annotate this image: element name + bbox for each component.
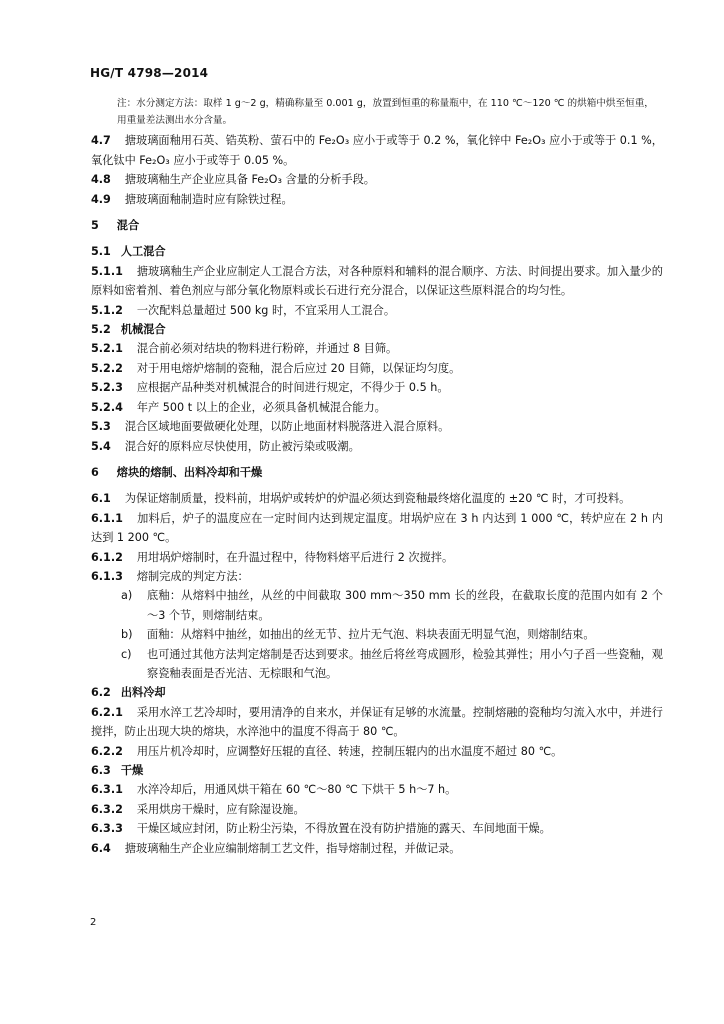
clause-text: 搪玻璃面釉制造时应有除铁过程。 xyxy=(124,192,293,206)
clause-number: 4.9 xyxy=(91,192,111,206)
clause-text: 搪玻璃釉生产企业应制定人工混合方法，对各种原料和辅料的混合顺序、方法、时间提出要求。加入量少的原料如密着剂、着色剂应与部分氧化物原料或长石进行充分混合，以保证这些原料混合的均匀性。 xyxy=(91,264,663,298)
clause-text: 搪玻璃釉生产企业应编制熔制工艺文件，指导熔制过程，并做记录。 xyxy=(124,841,461,855)
section-number: 5 xyxy=(91,219,99,233)
clause-group-6-3 xyxy=(91,780,663,858)
list-item-label: b) xyxy=(121,628,133,642)
clause-text: 加料后，炉子的温度应在一定时间内达到规定温度。坩埚炉应在 3 h 内达到 1 000 ℃，转炉应在 2 h 内达到 1 200 ℃。 xyxy=(91,511,663,545)
clause-text: 年产 500 t 以上的企业，必须具备机械混合能力。 xyxy=(136,400,386,414)
subsection-number: 6.2 xyxy=(91,686,111,700)
clause-number: 6.1 xyxy=(91,492,111,506)
subsection-title: 出料冷却 xyxy=(120,686,166,700)
subsection-number: 6.3 xyxy=(91,764,111,777)
clause-number: 5.2.4 xyxy=(91,400,123,414)
clause-group-6-2 xyxy=(91,703,663,761)
section-title: 混合 xyxy=(116,219,140,233)
list-item-label: c) xyxy=(121,647,132,661)
clause-paragraph xyxy=(91,190,663,209)
clause-text: 水淬冷却后，用通风烘干箱在 60 ℃～80 ℃ 下烘干 5 h～7 h。 xyxy=(136,783,457,797)
list-item xyxy=(91,645,663,684)
subsection-heading-6-3 xyxy=(91,761,663,780)
clause-paragraph xyxy=(91,489,663,508)
clause-number: 5.4 xyxy=(91,439,111,453)
clause-paragraph xyxy=(91,703,663,742)
clause-paragraph xyxy=(91,378,663,397)
clause-number: 4.7 xyxy=(91,134,111,148)
section-heading-5 xyxy=(91,216,663,235)
subsection-title: 机械混合 xyxy=(120,323,166,337)
clause-paragraph xyxy=(91,131,663,170)
clause-paragraph xyxy=(91,437,663,456)
clause-paragraph xyxy=(91,780,663,799)
clause-number: 6.2.1 xyxy=(91,705,123,719)
clause-text: 对于用电熔炉熔制的瓷釉，混合后应过 20 目筛，以保证均匀度。 xyxy=(136,361,461,375)
clause-text: 干燥区域应封闭，防止粉尘污染，不得放置在没有防护措施的露天、车间地面干燥。 xyxy=(136,822,551,836)
clause-text: 混合区域地面要做硬化处理，以防止地面材料脱落进入混合原料。 xyxy=(124,420,450,434)
list-item-label: a) xyxy=(121,589,133,603)
clause-paragraph xyxy=(91,398,663,417)
clause-number: 6.1.2 xyxy=(91,550,123,564)
clause-text: 混合前必须对结块的物料进行粉碎，并通过 8 目筛。 xyxy=(136,342,398,356)
clause-paragraph xyxy=(91,359,663,378)
clause-number: 5.2.3 xyxy=(91,381,123,395)
clause-text: 搪玻璃釉生产企业应具备 Fe₂O₃ 含量的分析手段。 xyxy=(124,173,375,187)
section-heading-6 xyxy=(91,463,663,482)
clause-text: 采用烘房干燥时，应有除湿设施。 xyxy=(136,802,305,816)
clause-text: 用坩埚炉熔制时，在升温过程中，待物料熔平后进行 2 次搅拌。 xyxy=(136,550,454,564)
standard-code-header: HG/T 4798—2014 xyxy=(90,66,209,80)
clause-paragraph xyxy=(91,262,663,301)
note-moisture-method: 注：水分测定方法：取样 1 g～2 g，精确称量至 0.001 g，放置到恒重的称量瓶中，在 110 ℃～120 ℃ 的烘箱中烘至恒重，用重量差法测出水分含量。 xyxy=(117,98,654,127)
clause-number: 5.1.1 xyxy=(91,264,123,278)
clause-number: 4.8 xyxy=(91,173,111,187)
clause-paragraph xyxy=(91,742,663,761)
clause-number: 6.3.3 xyxy=(91,822,123,836)
clause-paragraph xyxy=(91,548,663,567)
section-title: 熔块的熔制、出料冷却和干燥 xyxy=(116,465,263,479)
clause-paragraph xyxy=(91,567,663,586)
clause-group-5-2 xyxy=(91,339,663,455)
clause-text: 应根据产品种类对机械混合的时间进行规定，不得少于 0.5 h。 xyxy=(136,381,449,395)
clause-number: 5.1.2 xyxy=(91,303,123,317)
list-item xyxy=(91,625,663,644)
subsection-number: 5.2 xyxy=(91,323,111,337)
clause-paragraph xyxy=(91,417,663,436)
clause-number: 5.2.2 xyxy=(91,361,123,375)
clause-text: 采用水淬工艺冷却时，要用清净的自来水，并保证有足够的水流量。控制熔融的瓷釉均匀流入水中，并进行搅拌，防止出现大块的熔块，水淬池中的温度不得高于 80 ℃。 xyxy=(91,705,663,739)
list-item-text: 也可通过其他方法判定熔制是否达到要求。抽丝后将丝弯成圆形，检验其弹性；用小勺子舀一些瓷釉，观察瓷釉表面是否光洁、无棕眼和气泡。 xyxy=(147,647,663,680)
subsection-heading-6-2 xyxy=(91,683,663,702)
clause-paragraph xyxy=(91,800,663,819)
subsection-number: 5.1 xyxy=(91,245,111,259)
clause-text: 混合好的原料应尽快使用，防止被污染或吸潮。 xyxy=(124,439,360,453)
clause-group-6-1 xyxy=(91,489,663,586)
list-item-text: 面釉：从熔料中抽丝，如抽出的丝无节、拉片无气泡、料块表面无明显气泡，则熔制结束。 xyxy=(147,628,595,642)
clause-text: 为保证熔制质量，投料前，坩埚炉或转炉的炉温必须达到瓷釉最终熔化温度的 ±20 ℃ 时，才可投料。 xyxy=(124,492,631,506)
clause-group-5-1 xyxy=(91,262,663,320)
clause-number: 6.1.1 xyxy=(91,511,123,525)
clause-paragraph xyxy=(91,301,663,320)
judgement-method-list xyxy=(91,586,663,683)
clause-paragraph xyxy=(91,819,663,838)
clause-group-4 xyxy=(91,131,663,209)
clause-paragraph xyxy=(91,339,663,358)
clause-paragraph xyxy=(91,839,663,858)
clause-text: 搪玻璃面釉用石英、锆英粉、萤石中的 Fe₂O₃ 应小于或等于 0.2 %，氧化锌中 Fe₂O₃ 应小于或等于 0.1 %，氧化钛中 Fe₂O₃ 应小于或等于 0.05 %。 xyxy=(91,134,663,167)
clause-paragraph xyxy=(91,509,663,548)
subsection-title: 人工混合 xyxy=(120,245,166,259)
clause-number: 5.2.1 xyxy=(91,342,123,356)
clause-text: 用压片机冷却时，应调整好压辊的直径、转速，控制压辊内的出水温度不超过 80 ℃。 xyxy=(136,744,563,758)
clause-number: 6.3.1 xyxy=(91,783,123,797)
clause-number: 5.3 xyxy=(91,420,111,434)
clause-paragraph xyxy=(91,170,663,189)
subsection-heading-5-2 xyxy=(91,320,663,339)
section-number: 6 xyxy=(91,465,99,479)
clause-number: 6.2.2 xyxy=(91,744,123,758)
clause-number: 6.4 xyxy=(91,841,111,855)
clause-text: 一次配料总量超过 500 kg 时，不宜采用人工混合。 xyxy=(136,303,396,317)
subsection-heading-5-1 xyxy=(91,242,663,261)
clause-number: 6.3.2 xyxy=(91,802,123,816)
list-item-text: 底釉：从熔料中抽丝，从丝的中间截取 300 mm～350 mm 长的丝段，在截取长度的范围内如有 2 个～3 个节，则熔制结束。 xyxy=(147,589,663,622)
page-number: 2 xyxy=(90,917,97,928)
clause-text: 熔制完成的判定方法： xyxy=(136,569,249,583)
list-item xyxy=(91,586,663,625)
document-body xyxy=(91,95,663,858)
subsection-title: 干燥 xyxy=(120,764,144,777)
clause-number: 6.1.3 xyxy=(91,569,123,583)
